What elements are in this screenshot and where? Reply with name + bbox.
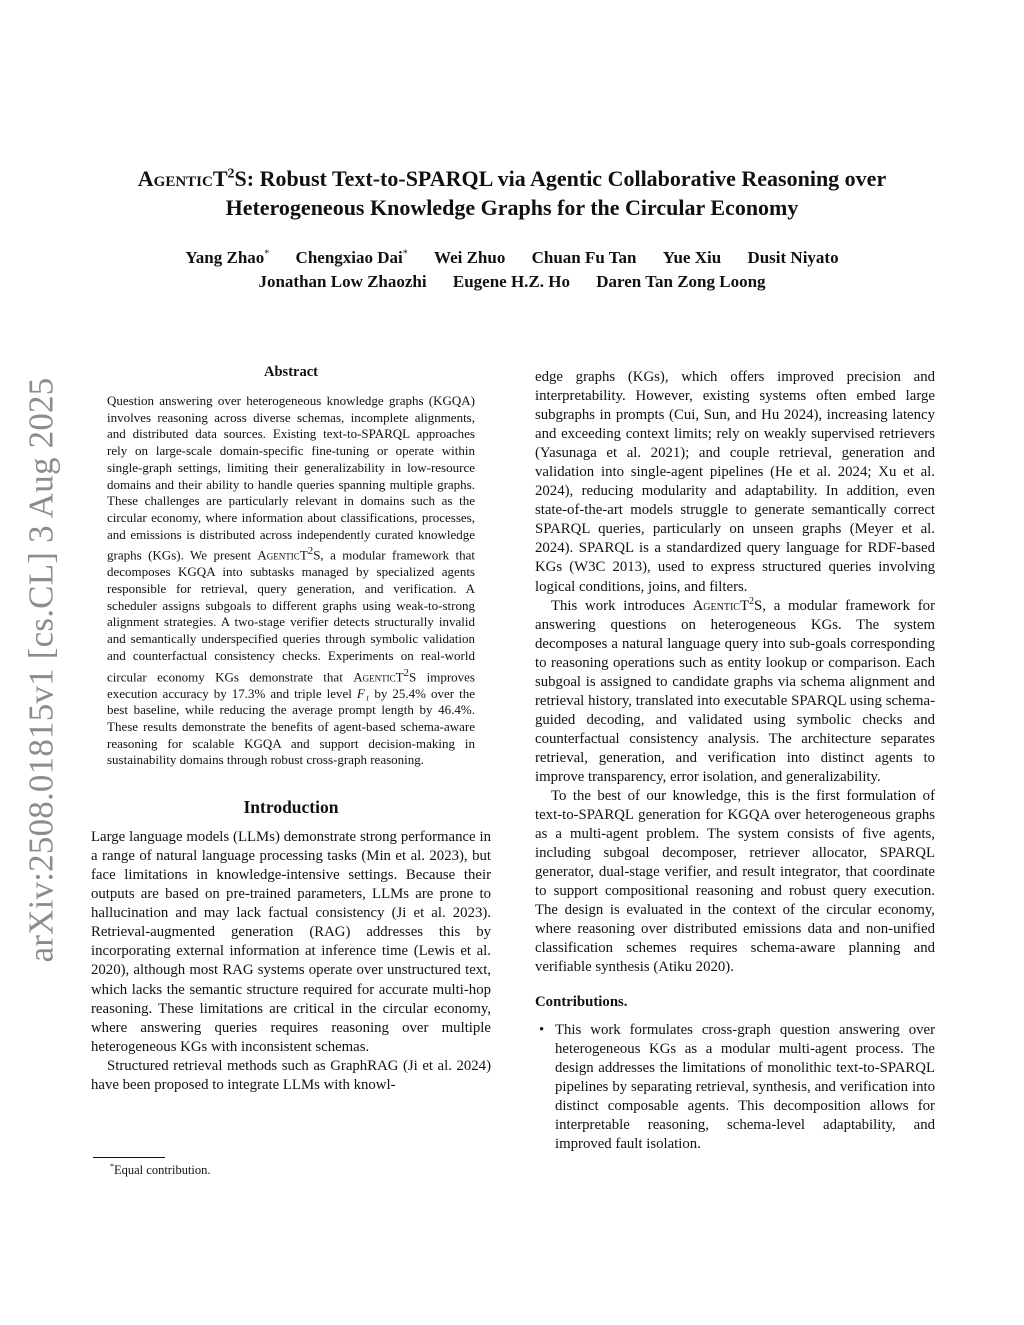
- intro-paragraph-4: To the best of our knowledge, this is the first formulation of text-to-SPARQL generation for KGQA over heterogeneous graphs as a multi-agent problem. The system consists of five agents, including subgoal decomposer, retriever allocator, SPARQL generator, dual-stage verifier, and result integrator, that coordinate to support compositional reasoning and robust query execution. The design is evaluated in the context of the circular economy, where reasoning over distributed emissions data and non-unified classification schemes requires schema-aware planning and verifiable synthesis (Atiku 2020).: [535, 788, 935, 976]
- title-line1: : Robust Text-to-SPARQL via Agentic Collaborative Reasoning over: [246, 166, 887, 191]
- intro-paragraph-1: Large language models (LLMs) demonstrate strong performance in a range of natural language processing tasks (Min et al. 2023), but face limitations in knowledge-intensive settings. Because their outputs are based on pre-trained parameters, LLMs are prone to hallucination and may lack factual consistency (Ji et al. 2023). Retrieval-augmented generation (RAG) addresses this by incorporating external information at inference time (Lewis et al. 2020), although most RAG systems operate over unstructured text, which lacks the semantic structure required for accurate multi-hop reasoning. These limitations are critical in the circular economy, where answering queries requires reasoning over multiple heterogeneous KGs with inconsistent schemas.: [91, 829, 491, 1055]
- right-column: [535, 368, 935, 1154]
- author: Dusit Niyato: [747, 247, 839, 267]
- author-row-1: [80, 242, 944, 270]
- author-row-2: [80, 270, 944, 294]
- intro-paragraph-3: This work introduces AgenticT$^2$S, a modular framework for answering questions on heterogeneous KGs. The system decomposes a natural language query into sub-goals corresponding to reasoning operations such as entity lookup or comparison. Each subgoal is assigned to candidate graphs via schema alignment and retrieval history, translated into executable SPARQL using schema-guided decoding, and validated using symbolic checks and counterfactual consistency analysis. The architecture separates retrieval, generation, and verification into distinct agents to improve transparency, error isolation, and generalizability.: [535, 595, 935, 785]
- system-name-s: S: [234, 166, 247, 191]
- title-line2: Heterogeneous Knowledge Graphs for the Circular Economy: [225, 195, 799, 220]
- arxiv-side-stamp: [21, 377, 61, 963]
- author: Chuan Fu Tan: [531, 247, 637, 267]
- left-column: [91, 364, 491, 1095]
- bullet-icon: •: [539, 1021, 545, 1038]
- system-name: Agentic: [137, 166, 213, 191]
- contribution-text: This work formulates cross-graph question answering over heterogeneous KGs as a modular multi-agent process. The design addresses the limitations of monolithic text-to-SPARQL pipelines by separating retrieval, synthesis, and verification into distinct composable agents. This decomposition allows for interpretable reasoning, schema-level adaptability, and improved fault isolation.: [555, 1021, 935, 1152]
- title-block: [80, 164, 944, 294]
- system-name-sup: 2: [227, 166, 235, 182]
- author: Chengxiao Dai*: [295, 247, 408, 267]
- footnote: *Equal contribution.: [110, 1162, 211, 1178]
- footnote-rule: [93, 1157, 165, 1158]
- abstract-text: Question answering over heterogeneous knowledge graphs (KGQA) involves reasoning across diverse schemas, incomplete alignments, and distributed data sources. Existing text-to-SPARQL approaches rely on large-scale domain-specific fine-tuning or operate within single-graph settings, limiting their generalizability in low-resource domains and their ability to handle queries spanning multiple graphs. These challenges are particularly relevant in domains such as the circular economy, where information about classifications, processes, and emissions is distributed across independently curated knowledge graphs (KGs). We present AgenticT$^2$S, a modular framework that decomposes KGQA into subtasks managed by specialized agents responsible for retrieval, query generation, and verification. A scheduler assigns subgoals to different graphs using weak-to-strong alignment strategies. A two-stage verifier detects structurally invalid and semantically underspecified queries through symbolic validation and counterfactual consistency checks. Experiments on real-world circular economy KGs demonstrate that AgenticT$^2$S improves execution accuracy by 17.3% and triple level F₁ by 25.4% over the best baseline, while reducing the average prompt length by 46.4%. These results demonstrate the benefits of agent-based schema-aware reasoning for scalable KGQA and support decision-making in sustainability domains through robust cross-graph reasoning.: [107, 393, 475, 768]
- abstract-heading: Abstract: [264, 364, 318, 380]
- author: Yang Zhao*: [185, 247, 270, 267]
- list-item: [535, 1021, 935, 1154]
- introduction-heading: Introduction: [243, 797, 339, 818]
- f1-symbol: F₁: [356, 685, 370, 701]
- author: Yue Xiu: [662, 247, 722, 267]
- intro-paragraph-2-end: edge graphs (KGs), which offers improved precision and interpretability. However, existing systems often embed large subgraphs in prompts (Cui, Sun, and Hu 2024), increasing latency and exceeding context limits; rely on weakly supervised retrievers (Yasunaga et al. 2021); and couple retrieval, generation and validation into single-agent pipelines (He et al. 2024; Xu et al. 2024), reducing modularity and adaptability. In addition, even state-of-the-art models struggle to generate semantically correct SPARQL queries, particularly on unseen graphs (Meyer et al. 2024). SPARQL is a standardized query language for RDF-based KGs (W3C 2013), used to express structured queries involving logical conditions, joins, and filters.: [535, 369, 935, 595]
- author-list: [80, 242, 944, 294]
- paper-title: [80, 164, 944, 222]
- author: Eugene H.Z. Ho: [452, 271, 570, 291]
- contributions-heading: Contributions.: [535, 993, 628, 1010]
- author: Wei Zhuo: [434, 247, 506, 267]
- intro-paragraph-2-start: Structured retrieval methods such as GraphRAG (Ji et al. 2024) have been proposed to integrate LLMs with knowl-: [91, 1057, 491, 1093]
- author: Jonathan Low Zhaozhi: [258, 271, 427, 291]
- arxiv-identifier: arXiv:2508.01815v1 [cs.CL] 3 Aug 2025: [21, 377, 61, 963]
- author: Daren Tan Zong Loong: [596, 271, 766, 291]
- system-name-t: T: [212, 166, 228, 191]
- contributions-list: [535, 1021, 935, 1154]
